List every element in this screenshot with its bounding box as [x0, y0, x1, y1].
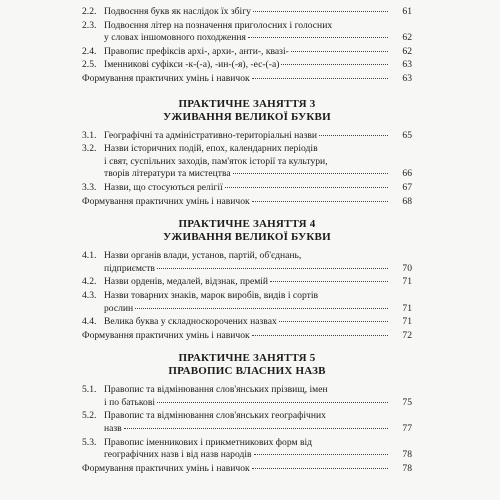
entry-title-line: Назви, що стосуються релігії: [104, 181, 223, 193]
entry-number: 4.4.: [82, 316, 97, 328]
entry-page-number: 77: [402, 423, 412, 435]
toc-entry: [82, 59, 412, 72]
toc-entry: [82, 316, 412, 329]
toc-entry: [82, 20, 412, 45]
entry-title-line: підприємств: [104, 262, 155, 274]
entry-title-line: назв: [104, 423, 122, 435]
entry-title-line: творів літератури та мистецтва: [104, 168, 231, 180]
entry-page-number: 78: [402, 449, 412, 461]
section-heading: [82, 98, 412, 124]
toc-entry: [82, 410, 412, 435]
entry-title-line: Правопис та відмінювання слов'янських прізвищ, імен: [104, 384, 328, 396]
entry-title-line: і по батькові: [104, 396, 156, 408]
dot-leader: [281, 64, 388, 65]
entry-page-number: 71: [402, 302, 412, 314]
dot-leader: [252, 201, 388, 202]
entry-title-line: Іменникові суфікси -к-(-а), -ин-(-я), -ес-(-а): [104, 59, 280, 71]
entry-page-number: 78: [402, 462, 412, 474]
dot-leader: [252, 78, 388, 79]
entry-title-line: Формування практичних умінь і навичок: [82, 195, 250, 207]
entry-page-number: 65: [402, 129, 412, 141]
dot-leader: [135, 308, 388, 309]
entry-title-line: Назви органів влади, установ, партій, об'єднань,: [104, 250, 302, 262]
entry-page-number: 75: [402, 396, 412, 408]
entry-number: 2.2.: [82, 6, 97, 17]
toc-entry: [82, 130, 412, 143]
toc-entry: [82, 250, 412, 275]
toc-entry: [82, 46, 412, 59]
toc-entry: [82, 6, 412, 19]
dot-leader: [252, 468, 388, 469]
section-title-line2: ПРАВОПИС ВЛАСНИХ НАЗВ: [168, 365, 326, 378]
entry-title-line: Формування практичних умінь і навичок: [82, 462, 250, 474]
dot-leader: [248, 37, 388, 38]
entry-page-number: 71: [402, 276, 412, 288]
toc-entry: [82, 276, 412, 289]
entry-page-number: 70: [402, 262, 412, 274]
entry-title-line: у словах іншомовного походження: [104, 32, 246, 44]
entry-number: 2.3.: [82, 19, 97, 31]
toc-entry-skills: [82, 73, 412, 86]
dot-leader: [157, 268, 388, 269]
dot-leader: [254, 454, 388, 455]
entry-number: 5.2.: [82, 410, 97, 422]
entry-title-line: рослин: [104, 302, 134, 314]
entry-title-line: Формування практичних умінь і навичок: [82, 72, 250, 84]
entry-number: 5.1.: [82, 384, 97, 396]
toc-entry: [82, 384, 412, 409]
entry-number: 4.3.: [82, 289, 97, 301]
toc-entry-skills: [82, 196, 412, 209]
section-heading: [82, 218, 412, 244]
entry-page-number: 68: [402, 195, 412, 207]
toc-entry: [82, 143, 412, 181]
entry-page-number: 62: [402, 45, 412, 57]
dot-leader: [124, 428, 388, 429]
dot-leader: [252, 335, 388, 336]
entry-title-line: Назви орденів, медалей, відзнак, премій: [104, 276, 269, 288]
entry-title-line: Географічні та адміністративно-територіальні назви: [104, 129, 318, 141]
section-heading: [82, 352, 412, 378]
section-title-line1: ПРАКТИЧНЕ ЗАНЯТТЯ 4: [178, 218, 316, 231]
entry-page-number: 67: [402, 181, 412, 193]
dot-leader: [270, 281, 388, 282]
entry-number: 4.2.: [82, 276, 97, 288]
entry-number: 3.3.: [82, 181, 97, 193]
section-title-line1: ПРАКТИЧНЕ ЗАНЯТТЯ 3: [178, 97, 316, 110]
entry-title-line: Назви товарних знаків, марок виробів, видів і сортів: [104, 289, 319, 301]
entry-title-line: Подвоєння букв як наслідок їх збігу: [104, 6, 251, 17]
entry-page-number: 72: [402, 329, 412, 341]
entry-number: 3.1.: [82, 129, 97, 141]
entry-title-line: Правопис та відмінювання слов'янських географічних: [104, 410, 326, 422]
table-of-contents: [82, 6, 412, 475]
entry-title-line: і свят, суспільних заходів, пам'яток історії та культури,: [104, 155, 328, 167]
entry-title-line: географічних назв і від назв народів: [104, 449, 252, 461]
toc-entry-skills: [82, 463, 412, 476]
entry-number: 2.4.: [82, 45, 97, 57]
entry-page-number: 71: [402, 316, 412, 328]
entry-title-line: Подвоєння літер на позначення приголосних і голосних: [104, 19, 333, 31]
toc-entry: [82, 182, 412, 195]
section-title-line2: УЖИВАННЯ ВЕЛИКОЇ БУКВИ: [163, 110, 331, 123]
dot-leader: [225, 187, 388, 188]
section-title-line1: ПРАКТИЧНЕ ЗАНЯТТЯ 5: [178, 352, 316, 365]
entry-page-number: 66: [402, 168, 412, 180]
entry-page-number: 63: [402, 59, 412, 71]
entry-title-line: Формування практичних умінь і навичок: [82, 329, 250, 341]
entry-page-number: 62: [402, 32, 412, 44]
dot-leader: [157, 402, 388, 403]
entry-number: 4.1.: [82, 250, 97, 262]
dot-leader: [319, 135, 388, 136]
toc-entry: [82, 437, 412, 462]
dot-leader: [279, 321, 388, 322]
toc-entry: [82, 290, 412, 315]
entry-title-line: Правопис іменникових і прикметникових форм від: [104, 436, 313, 448]
entry-page-number: 61: [402, 6, 412, 17]
entry-page-number: 63: [402, 72, 412, 84]
entry-title-line: Правопис префіксів архі-, архи-, анти-, квазі-: [104, 45, 289, 57]
entry-title-line: Назви історичних подій, епох, календарних періодів: [104, 143, 318, 155]
dot-leader: [233, 173, 388, 174]
dot-leader: [291, 51, 388, 52]
entry-number: 3.2.: [82, 143, 97, 155]
dot-leader: [253, 11, 388, 12]
entry-number: 2.5.: [82, 59, 97, 71]
toc-entry-skills: [82, 330, 412, 343]
entry-number: 5.3.: [82, 436, 97, 448]
section-title-line2: УЖИВАННЯ ВЕЛИКОЇ БУКВИ: [163, 231, 331, 244]
entry-title-line: Велика буква у складноскорочених назвах: [104, 316, 277, 328]
